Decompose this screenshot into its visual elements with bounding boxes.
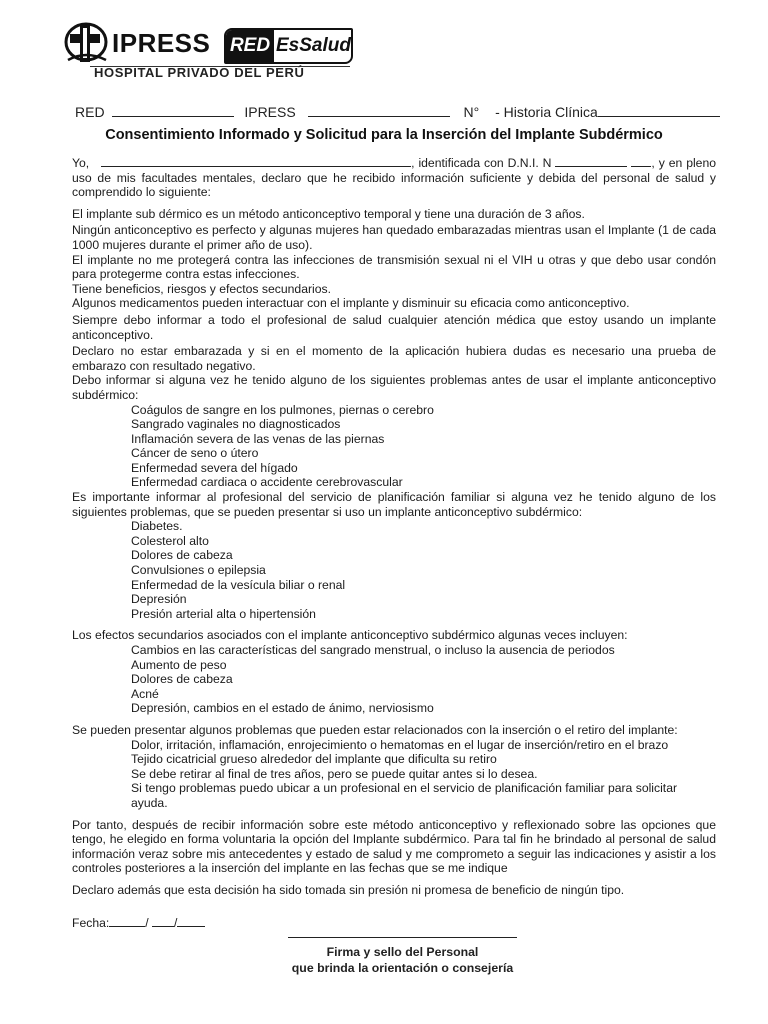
statement: Algunos medicamentos pueden interactuar con el implante y disminuir su eficacia como anticonceptivo.	[72, 296, 630, 311]
list-item: Depresión	[131, 592, 187, 607]
list-item: Presión arterial alta o hipertensión	[131, 606, 316, 621]
signature-caption-line1: Firma y sello del Personal	[326, 945, 479, 959]
list-item: Cambios en las características del sangrado menstrual, o incluso la ausencia de periodos	[131, 643, 615, 657]
list-item: Coágulos de sangre en los pulmones, piernas o cerebro	[131, 402, 434, 417]
problems-with-list	[72, 519, 716, 621]
list-item: Aumento de peso	[131, 657, 227, 672]
signature-line[interactable]	[288, 937, 517, 938]
list-item: Acné	[131, 686, 159, 701]
statement: El implante no me protegerá contra las infecciones de transmisión sexual ni el VIH u otras y que debo usar condón para protegerme contra estas infecciones.	[72, 252, 716, 282]
dni-field[interactable]	[555, 155, 627, 167]
statement: Siempre debo informar a todo el profesional de salud cualquier atención médica que estoy usando un implante anticonceptivo.	[72, 312, 716, 342]
statement: Tiene beneficios, riesgos y efectos secundarios.	[72, 281, 332, 296]
ipress-field[interactable]	[308, 103, 450, 117]
numero-label: N°	[463, 104, 480, 120]
date-month-field[interactable]	[152, 915, 174, 927]
date-year-field[interactable]	[177, 915, 205, 927]
problems-before-list	[72, 403, 716, 491]
list-item: Sangrado vaginales no diagnosticados	[131, 417, 341, 432]
logo-ipress-text: IPRESS	[112, 28, 211, 58]
conclusion-paragraph: Por tanto, después de recibir información sobre este método anticonceptivo y reflexionado sobre las opciones que tengo, he elegido en forma voluntaria la opción del Implante subdérmico. Para tal fin he brindado al personal de salud información veraz sobre mis antecedentes y estado de salud y me comprometo a seguir las indicaciones y asistir a los controles posteriores a la inserción del implante en las fechas que se me indique	[72, 817, 716, 876]
intro-paragraph	[72, 155, 716, 200]
historia-field[interactable]	[598, 103, 720, 117]
intro-rest: , y en pleno uso de mis facultades mentales, declaro que he recibido información suficiente y debida del personal de salud y comprendido lo siguiente:	[72, 156, 717, 200]
list-item: Se debe retirar al final de tres años, pero se puede quitar antes si lo desea.	[131, 766, 538, 781]
important-paragraph: Es importante informar al profesional del servicio de planificación familiar si alguna vez he tenido alguno de los siguientes problemas, que se pueden presentar si uso un implante anticonceptivo subdérmico:	[72, 490, 716, 519]
statement: Debo informar si alguna vez he tenido alguno de los siguientes problemas antes de usar el implante anticonceptivo subdérmico:	[72, 373, 716, 402]
list-item: Enfermedad cardiaca o accidente cerebrovascular	[131, 475, 403, 490]
signature-block	[288, 937, 517, 976]
list-item: Dolor, irritación, inflamación, enrojecimiento o hematomas en el lugar de inserción/retiro en el brazo	[131, 737, 669, 752]
historia-label: - Historia Clínica	[495, 104, 598, 120]
statement: El implante sub dérmico es un método anticonceptivo temporal y tiene una duración de 3 años.	[72, 206, 585, 221]
list-item: Enfermedad severa del hígado	[131, 460, 298, 475]
name-field[interactable]	[101, 155, 411, 167]
list-item: Enfermedad de la vesícula biliar o renal	[131, 577, 346, 592]
hospital-cross-emblem-icon	[64, 20, 110, 68]
side-effects-paragraph: Los efectos secundarios asociados con el implante anticonceptivo subdérmico algunas veces incluyen:	[72, 628, 628, 643]
logo-red-text: RED	[226, 30, 274, 62]
ipress-label: IPRESS	[244, 104, 296, 120]
intro-identificada: , identificada con D.N.I. N	[411, 156, 552, 170]
dni-suffix-field[interactable]	[631, 155, 651, 167]
list-item: Dolores de cabeza	[131, 548, 233, 563]
insertion-paragraph: Se pueden presentar algunos problemas que pueden estar relacionados con la inserción o el retiro del implante:	[72, 722, 678, 737]
list-item: Convulsiones o epilepsia	[131, 563, 266, 578]
hospital-name: HOSPITAL PRIVADO DEL PERÚ	[94, 65, 305, 80]
logo-essalud-text: EsSalud	[276, 35, 351, 56]
list-item: Si tengo problemas puedo ubicar a un profesional en el servicio de planificación familiar para solicitar ayuda.	[131, 781, 678, 810]
date-day-field[interactable]	[109, 915, 145, 927]
list-item: Tejido cicatricial grueso alrededor del implante que dificulta su retiro	[131, 752, 497, 767]
consent-body	[72, 155, 716, 930]
list-item: Depresión, cambios en el estado de ánimo, nerviosismo	[131, 701, 434, 716]
red-label: RED	[75, 104, 105, 120]
list-item: Cáncer de seno o útero	[131, 446, 259, 461]
red-field[interactable]	[112, 103, 234, 117]
intro-yo: Yo,	[72, 156, 90, 170]
declaration-paragraph: Declaro además que esta decisión ha sido tomada sin presión ni promesa de beneficio de ningún tipo.	[72, 882, 625, 897]
insertion-problems-list	[72, 738, 716, 811]
list-item: Colesterol alto	[131, 533, 209, 548]
list-item: Inflamación severa de las venas de las piernas	[131, 431, 385, 446]
date-separator: /	[145, 915, 149, 930]
side-effects-list	[72, 643, 716, 716]
logo-red-essalud-box	[224, 28, 353, 64]
date-label: Fecha:	[72, 915, 110, 930]
list-item: Dolores de cabeza	[131, 672, 233, 687]
statement: Ningún anticonceptivo es perfecto y algunas mujeres han quedado embarazadas mientras usan el Implante (1 de cada 1000 mujeres durante el primer año de uso).	[72, 223, 716, 252]
document-title: Consentimiento Informado y Solicitud para la Inserción del Implante Subdérmico	[105, 127, 663, 143]
registry-line	[75, 103, 720, 120]
date-line	[72, 915, 716, 931]
signature-caption-line2: que brinda la orientación o consejería	[291, 961, 514, 975]
statement: Declaro no estar embarazada y si en el momento de la aplicación hubiera dudas es necesario una prueba de embarazo con resultado negativo.	[72, 344, 716, 373]
list-item: Diabetes.	[131, 519, 183, 534]
date-separator: /	[174, 915, 178, 930]
